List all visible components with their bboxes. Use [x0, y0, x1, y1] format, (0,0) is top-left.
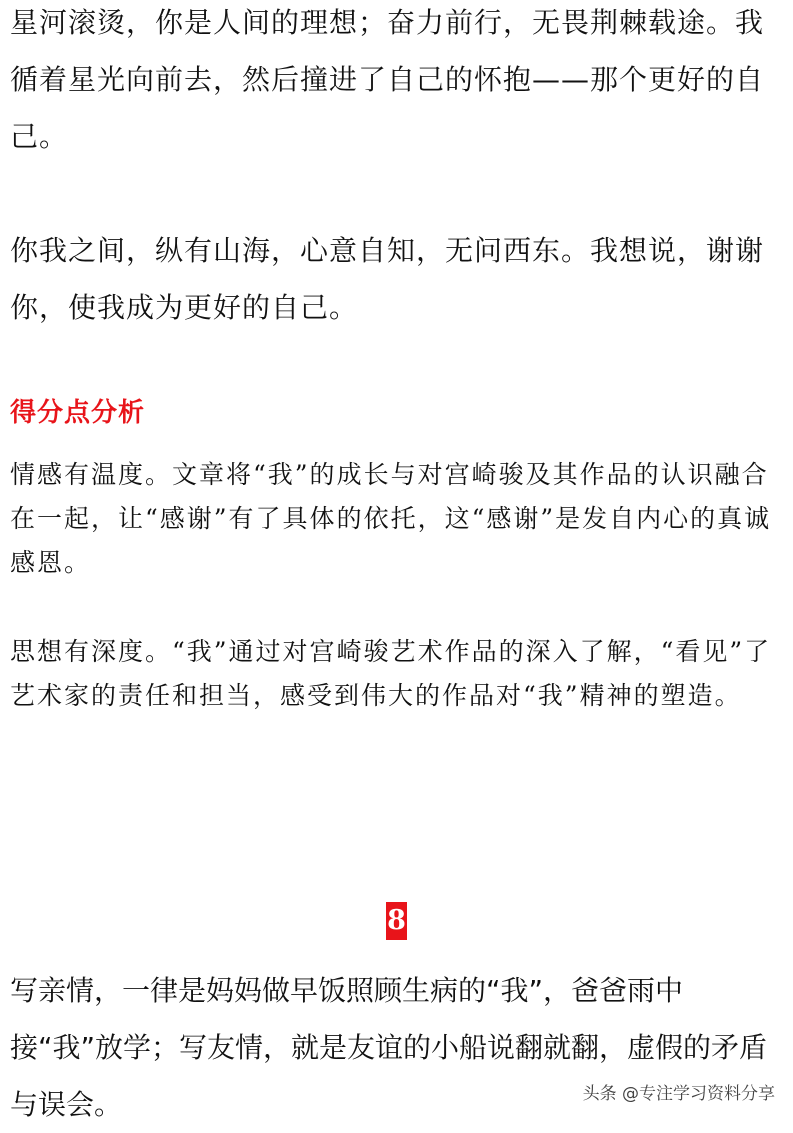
watermark: 头条 @专注学习资料分享	[582, 1084, 775, 1104]
essay-paragraph: 你我之间，纵有山海，心意自知，无问西东。我想说，谢谢你，使我成为更好的自己。	[10, 234, 765, 324]
essay-paragraph: 星河滚烫，你是人间的理想；奋力前行，无畏荆棘载途。我循着星光向前去，然后撞进了自己的怀抱——那个更好的自己。	[10, 6, 765, 153]
analysis-paragraph: 思想有深度。“我”通过对宫崎骏艺术作品的深入了解，“看见”了艺术家的责任和担当，感受到伟大的作品对“我”精神的塑造。	[10, 637, 772, 710]
section-number-badge: 8	[386, 902, 407, 940]
section-heading: 得分点分析	[10, 398, 146, 428]
essay-paragraph: 写亲情，一律是妈妈做早饭照顾生病的“我”，爸爸雨中接“我”放学；写友情，就是友谊的小船说翻就翻，虚假的矛盾与误会。	[10, 974, 768, 1121]
analysis-paragraph: 情感有温度。文章将“我”的成长与对宫崎骏及其作品的认识融合在一起，让“感谢”有了具体的依托，这“感谢”是发自内心的真诚感恩。	[10, 460, 772, 577]
